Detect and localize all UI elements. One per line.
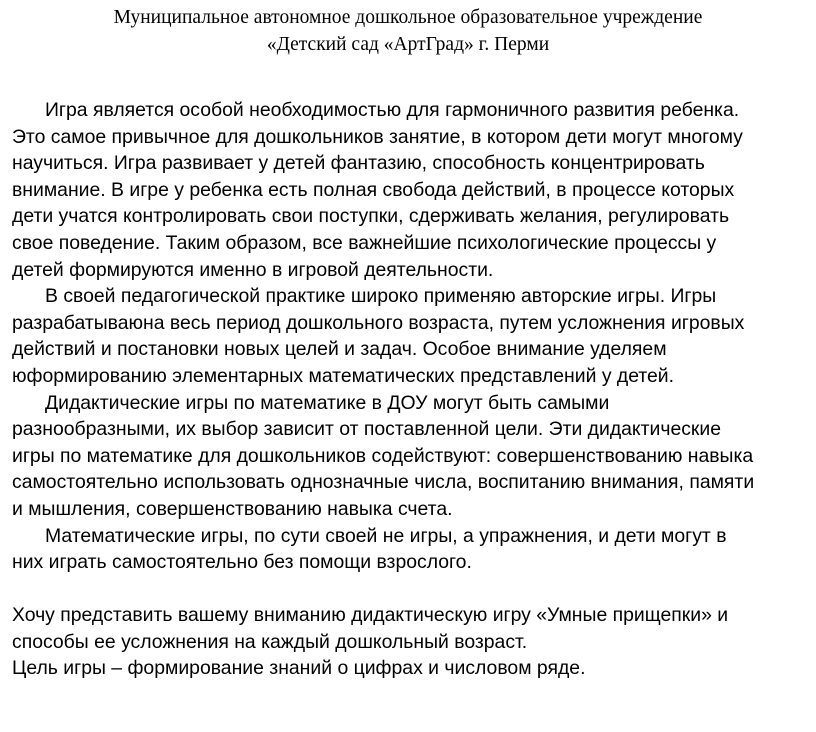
header-line-2: «Детский сад «АртГрад» г. Перми — [266, 34, 550, 55]
paragraph-game-presentation — [12, 602, 812, 682]
text-line: свое поведение. Таким образом, все важнейшие психологические процессы у — [12, 231, 717, 254]
text-line: разрабатываюна весь период дошкольного возраста, путем усложнения игровых — [12, 311, 745, 334]
text-line: Это самое привычное для дошкольников занятие, в котором дети могут многому — [12, 125, 743, 148]
text-line: них играть самостоятельно без помощи взрослого. — [12, 551, 472, 574]
text-line: действий и постановки новых целей и задач. Особое внимание уделяем — [12, 338, 667, 361]
text-line: Дидактические игры по математике в ДОУ могут быть самыми — [45, 391, 610, 414]
text-line: детей формируются именно в игровой деятельности. — [12, 258, 494, 281]
text-line: игры по математике для дошкольников содействуют: совершенствованию навыка — [12, 444, 754, 467]
text-line: Игра является особой необходимостью для гармоничного развития ребенка. — [45, 99, 740, 121]
header-line-1: Муниципальное автономное дошкольное образовательное учреждение — [113, 7, 703, 28]
spacer — [12, 576, 812, 603]
paragraph-author-games — [12, 283, 812, 389]
text-line: юформированию элементарных математических представлений у детей. — [12, 364, 675, 387]
game-goal-line: Цель игры – формирование знаний о цифрах и числовом ряде. — [12, 657, 586, 680]
paragraph-math-games — [12, 523, 812, 576]
institution-header — [0, 4, 816, 58]
text-line: самостоятельно использовать однозначные числа, воспитанию внимания, памяти — [12, 471, 755, 494]
text-line: и мышления, совершенствованию навыка счета. — [12, 497, 453, 520]
text-line: разнообразными, их выбор зависит от поставленной цели. Эти дидактические — [12, 418, 722, 441]
text-line: дети учатся контролировать свои поступки, сдерживать желания, регулировать — [12, 205, 730, 228]
paragraph-game-importance — [12, 97, 812, 283]
text-line: Математические игры, по сути своей не игры, а упражнения, и дети могут в — [45, 524, 727, 547]
text-line: научиться. Игра развивает у детей фантазию, способность концентрировать — [12, 152, 705, 175]
text-line: способы ее усложнения на каждый дошкольный возраст. — [12, 630, 528, 653]
text-line: внимание. В игре у ребенка есть полная свобода действий, в процессе которых — [12, 178, 735, 201]
text-line: Хочу представить вашему вниманию дидактическую игру «Умные прищепки» и — [12, 604, 729, 627]
document-body — [12, 97, 812, 682]
paragraph-didactic-games — [12, 390, 812, 523]
text-line: В своей педагогической практике широко применяю авторские игры. Игры — [45, 285, 717, 308]
